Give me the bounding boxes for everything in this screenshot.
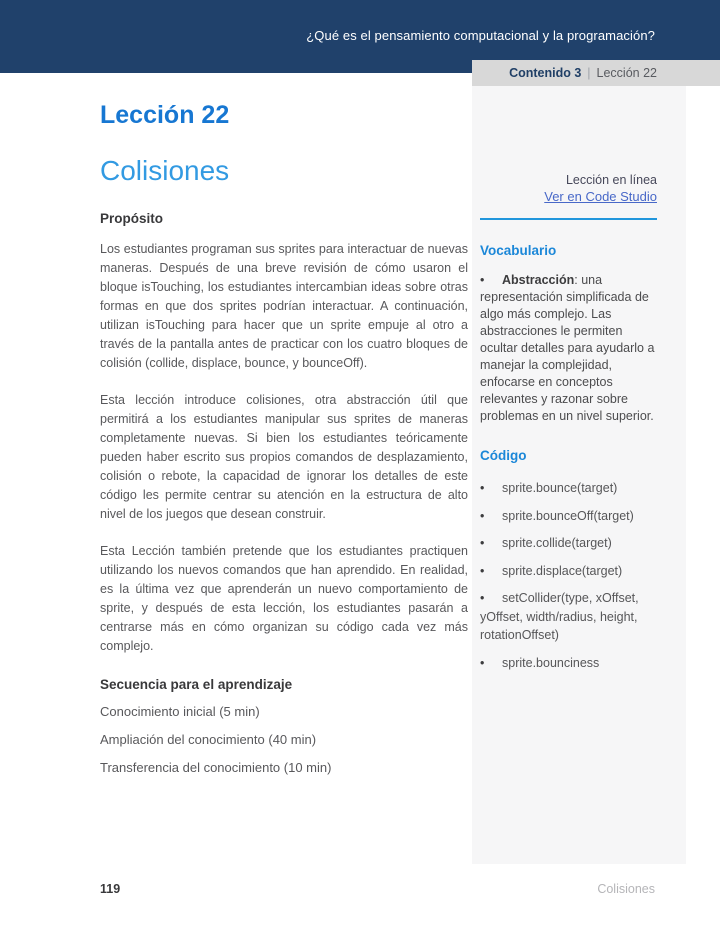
code-item-label: sprite.bounceOff(target) <box>502 508 634 523</box>
code-item-label: setCollider(type, xOffset, yOffset, width/radius, height, rotationOffset) <box>480 591 639 642</box>
sequence-item: Transferencia del conocimiento (10 min) <box>100 760 332 775</box>
purpose-paragraph: Esta lección introduce colisiones, otra abstracción útil que permitirá a los estudiantes manipular sus sprites de maneras completamente nuevas. Si bien los estudiantes teóricamente pueden haber escrito sus propios comandos de desplazamiento, colisión o rebote, la capacidad de ignorar los detalles de este código les permite centrar su atención en la estructura de alto nivel de los juegos que desean construir. <box>100 393 468 521</box>
sequence-heading: Secuencia para el aprendizaje <box>100 677 293 692</box>
purpose-paragraph: Esta Lección también pretende que los estudiantes practiquen utilizando los nuevos comandos que han aprendido. En realidad, es la última vez que aprenderán un nuevo comportamiento de sprite, y después de esta lección, los estudiantes pasarán a centrarse más en cómo organizan su código cada vez más complejo. <box>100 544 468 653</box>
lesson-number-title: Lección 22 <box>100 101 230 129</box>
sequence-item: Conocimiento inicial (5 min) <box>100 704 260 719</box>
code-item-label: sprite.displace(target) <box>502 563 623 578</box>
code-item <box>480 534 657 553</box>
code-item <box>480 654 657 673</box>
breadcrumb-content: Contenido 3 <box>509 66 582 80</box>
bullet-icon: • <box>480 481 485 495</box>
code-studio-link[interactable]: Ver en Code Studio <box>544 189 657 204</box>
bullet-icon: • <box>480 655 485 670</box>
vocabulary-heading: Vocabulario <box>480 243 557 258</box>
vocabulary-list <box>480 272 657 425</box>
code-heading: Código <box>480 448 527 463</box>
bullet-icon: • <box>480 563 485 578</box>
code-list <box>480 479 657 672</box>
header-title: ¿Qué es el pensamiento computacional y la programación? <box>306 28 655 43</box>
code-item <box>480 507 657 526</box>
purpose-heading: Propósito <box>100 211 163 226</box>
page-number: 119 <box>100 882 121 896</box>
footer-label: Colisiones <box>597 882 655 896</box>
code-item-label: sprite.bounciness <box>502 655 600 670</box>
sidebar-divider <box>480 218 657 220</box>
bullet-icon: • <box>480 273 485 287</box>
online-lesson-block <box>480 172 657 206</box>
vocabulary-term: Abstracción <box>502 273 575 287</box>
bullet-icon: • <box>480 536 485 550</box>
breadcrumb <box>472 60 720 86</box>
code-item <box>480 589 657 645</box>
code-item-label: sprite.collide(target) <box>502 536 612 550</box>
code-item-label: sprite.bounce(target) <box>502 481 618 495</box>
code-item <box>480 562 657 581</box>
main-content <box>100 100 468 786</box>
bullet-icon: • <box>480 591 485 605</box>
purpose-paragraph: Los estudiantes programan sus sprites para interactuar de nuevas maneras. Después de una breve revisión de cómo usaron el bloque isTouching, los estudiantes intercambian ideas sobre otras formas en que dos sprites podrían interactuar. A continuación, utilizan isTouching para hacer que un sprite empuje al otro a través de la pantalla antes de practicar con los cuatro bloques de colisión (collide, displace, bounce, y bounceOff). <box>100 242 468 370</box>
vocabulary-item <box>480 272 657 425</box>
breadcrumb-lesson: Lección 22 <box>596 66 657 80</box>
online-lesson-label: Lección en línea <box>565 173 657 187</box>
breadcrumb-separator: | <box>587 66 591 80</box>
lesson-title: Colisiones <box>100 155 230 186</box>
code-item <box>480 479 657 498</box>
sequence-item: Ampliación del conocimiento (40 min) <box>100 732 317 747</box>
vocabulary-definition: : una representación simplificada de algo más complejo. Las abstracciones le permiten ocultar detalles para ayudarlo a manejar la complejidad, enfocarse en conceptos relevantes y razonar sobre problemas en un nivel superior. <box>480 273 655 423</box>
bullet-icon: • <box>480 508 485 523</box>
sequence-list <box>100 702 468 777</box>
sidebar <box>472 86 686 864</box>
